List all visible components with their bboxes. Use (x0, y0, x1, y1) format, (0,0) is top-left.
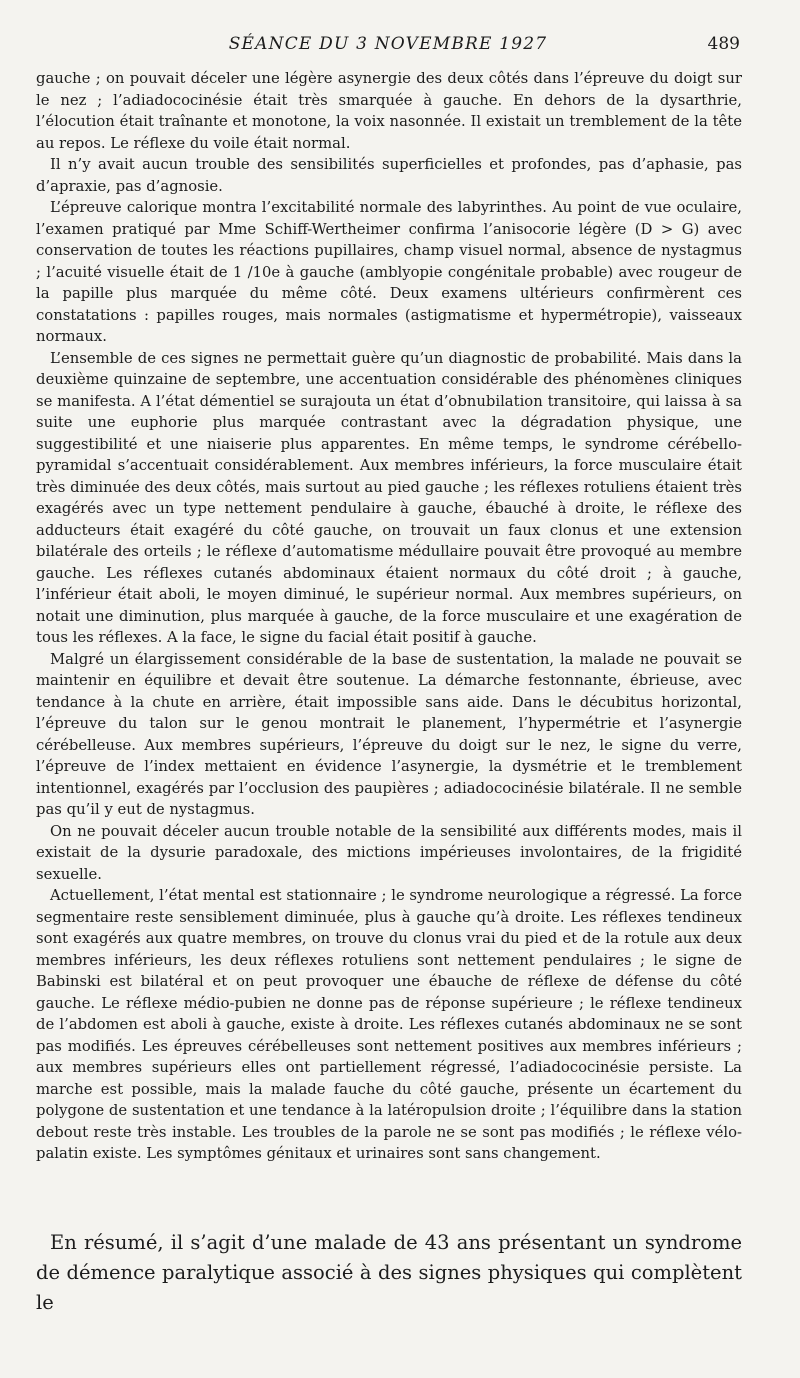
paragraph-4: L’ensemble de ces signes ne permettait guère qu’un diagnostic de probabilité. Mais dans la deuxième quinzaine de septembre, une accentuation considérable des phénomènes cliniques se manifesta. A l’état démentiel se surajouta un état d’obnubilation transitoire, qui laissa à sa suite une euphorie plus marquée contrastant avec la dégradation physique, une suggestibilité et une niaiserie plus apparentes. En même temps, le syndrome cérébello-pyramidal s’accentuait considérablement. Aux membres inférieurs, la force musculaire était très diminuée des deux côtés, mais surtout au pied gauche ; les réflexes rotuliens étaient très exagérés avec un type nettement pendulaire à gauche, ébauché à droite, le réflexe des adducteurs était exagéré du côté gauche, on trouvait un faux clonus et une extension bilatérale des orteils ; le réflexe d’automatisme médullaire pouvait être provoqué au membre gauche. Les réflexes cutanés abdominaux étaient normaux du côté droit ; à gauche, l’inférieur était aboli, le moyen diminué, le supérieur normal. Aux membres supérieurs, on notait une diminution, plus marquée à gauche, de la force musculaire et une exagération de tous les réflexes. A la face, le signe du facial était positif à gauche. (36, 349, 742, 646)
paragraph-7: Actuellement, l’état mental est stationnaire ; le syndrome neurologique a régressé. La force segmentaire reste sensiblement diminuée, plus à gauche qu’à droite. Les réflexes tendineux sont exagérés aux quatre membres, on trouve du clonus vrai du pied et de la rotule aux deux membres inférieurs, les deux réflexes rotuliens sont nettement pendulaires ; le signe de Babinski est bilatéral et on peut provoquer une ébauche de réflexe de défense du côté gauche. Le réflexe médio-pubien ne donne pas de réponse supérieure ; le réflexe tendineux de l’abdomen est aboli à gauche, existe à droite. Les réflexes cutanés abdominaux ne se sont pas modifiés. Les épreuves cérébelleuses sont nettement positives aux membres inférieurs ; aux membres supérieurs elles ont partiellement régressé, l’adiadococinésie persiste. La marche est possible, mais la malade fauche du côté gauche, présente un écartement du polygone de sustentation et une tendance à la latéropulsion droite ; l’équilibre dans la station debout reste très instable. Les troubles de la parole ne se sont pas modifiés ; le réflexe vélo-palatin existe. Les symptômes génitaux et urinaires sont sans changement. (36, 887, 742, 1162)
paragraph-1: gauche ; on pouvait déceler une légère asynergie des deux côtés dans l’épreuve du doigt sur le nez ; l’adiadococinésie était très smarquée à gauche. En dehors de la dysarthrie, l’élocution était traînante et monotone, la voix nasonnée. Il existait un tremblement de la tête au repos. Le réflexe du voile était normal. (36, 70, 742, 152)
paragraph-3: L’épreuve calorique montra l’excitabilité normale des labyrinthes. Au point de vue oculaire, l’examen pratiqué par Mme Schiff-Wertheimer confirma l’anisocorie légère (D > G) avec conservation de toutes les réactions pupillaires, champ visuel normal, absence de nystagmus ; l’acuité visuelle était de 1 /10e à gauche (amblyopie congénitale probable) avec rougeur de la papille plus marquée du même côté. Deux examens ultérieurs confirmèrent ces constatations : papilles rouges, mais normales (astigmatisme et hypermétropie), vaisseaux normaux. (36, 199, 742, 345)
page-number: 489 (707, 34, 740, 54)
paragraph-5: Malgré un élargissement considérable de la base de sustentation, la malade ne pouvait se maintenir en équilibre et devait être soutenue. La démarche festonnante, ébrieuse, avec tendance à la chute en arrière, était impossible sans aide. Dans le décubitus horizontal, l’épreuve du talon sur le genou montrait le planement, l’hypermétrie et l’asynergie cérébelleuse. Aux membres supérieurs, l’épreuve du doigt sur le nez, le signe du verre, l’épreuve de l’index mettaient en évidence l’asynergie, la dysmétrie et le tremblement intentionnel, exagérés par l’occlusion des paupières ; adiadococinésie bilatérale. Il ne semble pas qu’il y eut de nystagmus. (36, 650, 742, 818)
conclusion-paragraph: En résumé, il s’agit d’une malade de 43 ans présentant un syndrome de démence paralytique associé à des signes physiques qui complètent le (36, 1231, 742, 1314)
page-header (36, 34, 740, 58)
paragraph-6: On ne pouvait déceler aucun trouble notable de la sensibilité aux différents modes, mais il existait de la dysurie paradoxale, des mictions impérieuses involontaires, de la frigidité sexuelle. (36, 822, 742, 883)
conclusion-block (36, 1228, 742, 1318)
article-body (36, 68, 742, 1165)
paragraph-2: Il n’y avait aucun trouble des sensibilités superficielles et profondes, pas d’aphasie, pas d’apraxie, pas d’agnosie. (36, 156, 742, 195)
running-title: SÉANCE DU 3 NOVEMBRE 1927 (228, 34, 548, 54)
